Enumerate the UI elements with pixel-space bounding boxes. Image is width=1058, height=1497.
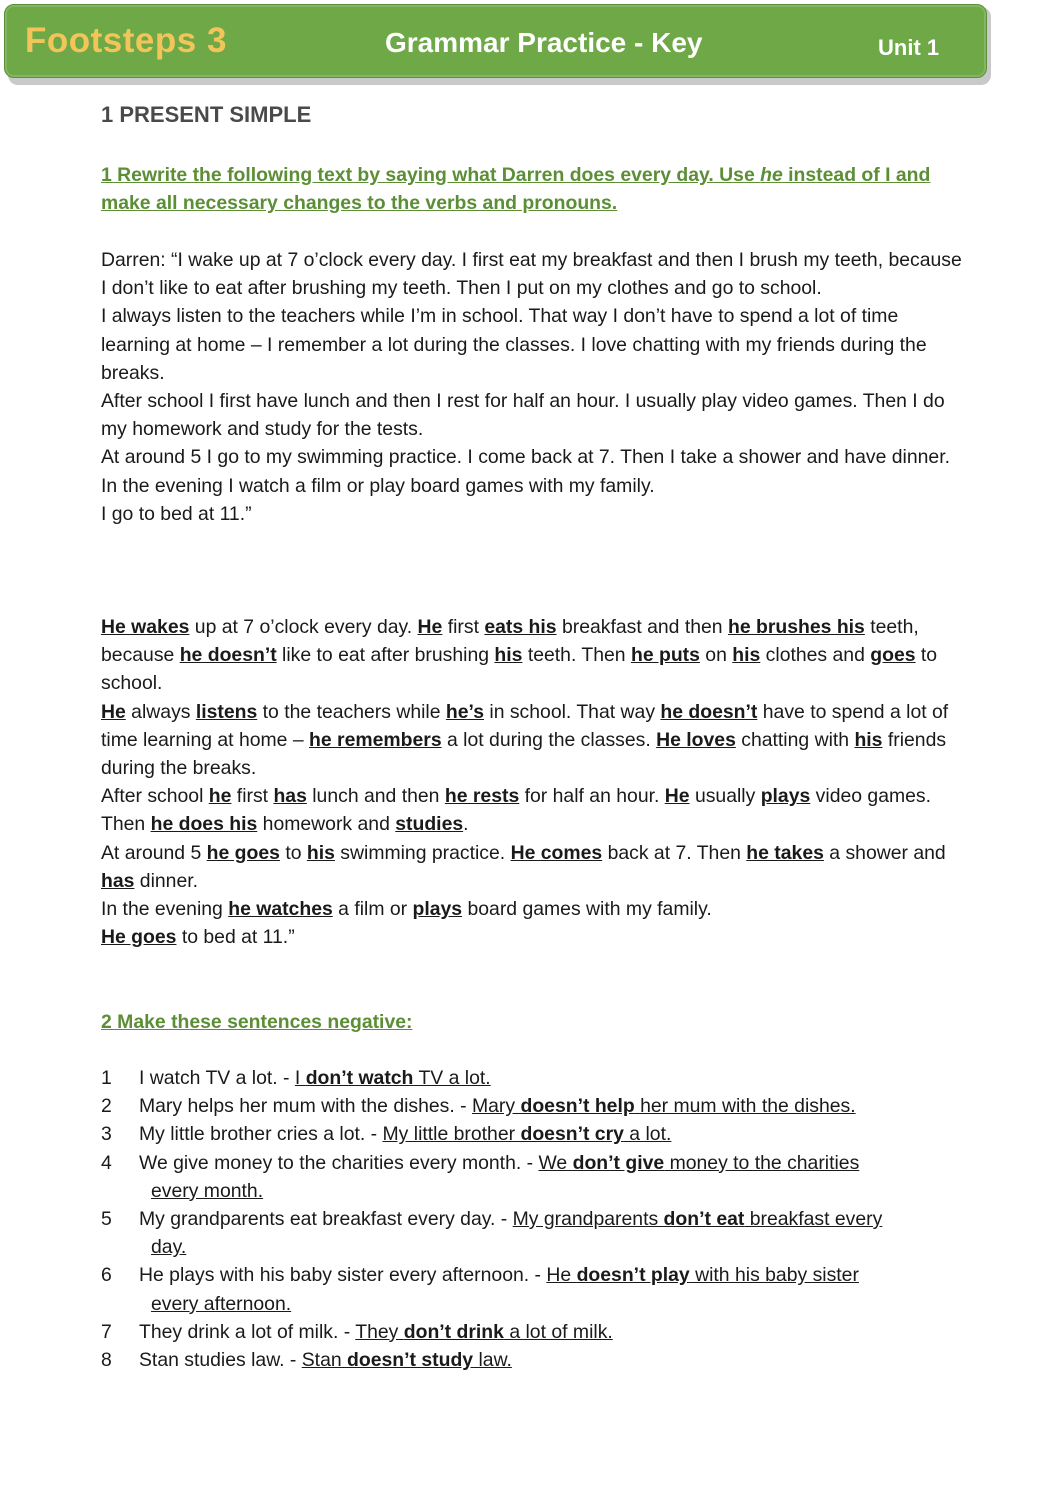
answer-highlight: his <box>732 644 761 667</box>
answer-highlight: he takes <box>746 841 824 864</box>
answer-plain-text: first <box>442 616 485 638</box>
answer-plain-text: have to spend a lot of time learning at home – <box>101 700 949 751</box>
answer-paragraph <box>101 698 971 783</box>
answer-highlight: he remembers <box>309 728 442 751</box>
answer-plain-text: like to eat after brushing <box>276 644 495 667</box>
answer-highlight: his <box>854 728 883 751</box>
answer-plain-text: to school. <box>101 644 938 695</box>
answer-highlight: He <box>101 700 126 723</box>
item-question: My little brother cries a lot. - <box>139 1123 383 1146</box>
list-item <box>101 1149 971 1205</box>
item-question: They drink a lot of milk. - <box>139 1320 356 1343</box>
item-body <box>139 1064 971 1092</box>
answer-plain-text: friends during the breaks. <box>101 728 947 780</box>
answer-highlight: plays <box>412 898 463 921</box>
answer-highlight: eats his <box>484 616 557 638</box>
item-answer-continued: every afternoon. <box>151 1292 292 1315</box>
item-number: 7 <box>101 1320 112 1343</box>
answer-highlight: his <box>494 644 523 667</box>
answer-highlight: he’s <box>445 700 484 723</box>
answer-plain-text: teeth, because <box>101 616 919 667</box>
list-item <box>101 1205 971 1261</box>
item-body <box>139 1346 971 1374</box>
answer-plain-text: first <box>231 785 274 808</box>
answer-plain-text: board games with my family. <box>462 898 712 921</box>
answer-paragraph <box>101 923 971 951</box>
exercise1-instruction <box>101 161 961 217</box>
answer-highlight: he doesn’t <box>660 700 758 723</box>
source-paragraph: I always listen to the teachers while I’m in school. That way I don’t have to spend a lot of time learning at home – I remember a lot during the classes. I love chatting with my friends during the breaks. <box>101 305 927 384</box>
item-question: He plays with his baby sister every afternoon. - <box>139 1264 547 1287</box>
item-question: My grandparents eat breakfast every day. - <box>139 1208 513 1231</box>
answer-highlight: He goes <box>101 926 177 949</box>
item-answer: My little brother doesn’t cry a lot. <box>382 1123 672 1146</box>
item-answer: They don’t drink a lot of milk. <box>355 1320 613 1343</box>
answer-plain-text: . <box>463 813 469 836</box>
section-title: 1 PRESENT SIMPLE <box>101 102 312 127</box>
answer-highlight: he watches <box>228 898 333 921</box>
source-paragraph: In the evening I watch a film or play board games with my family. <box>101 474 655 497</box>
answer-plain-text: In the evening <box>101 898 229 921</box>
answer-plain-text: a film or <box>332 898 413 921</box>
answer-plain-text: in school. That way <box>484 700 661 723</box>
item-body <box>139 1261 971 1317</box>
answer-highlight: he does his <box>150 813 258 836</box>
item-answer: I don’t watch TV a lot. <box>294 1067 491 1089</box>
item-body <box>139 1092 971 1120</box>
item-number: 6 <box>101 1264 112 1287</box>
answer-highlight: studies <box>395 813 464 836</box>
answer-highlight: He loves <box>656 728 736 751</box>
answer-plain-text: homework and <box>257 813 396 836</box>
source-paragraph: I go to bed at 11.” <box>101 502 252 525</box>
answer-highlight: he goes <box>206 841 280 864</box>
item-question: Stan studies law. - <box>139 1349 302 1372</box>
item-answer-continued: day. <box>151 1236 187 1259</box>
answer-plain-text: a shower and <box>823 841 946 864</box>
answer-plain-text: dinner. <box>134 869 199 892</box>
answer-highlight: he <box>208 785 232 808</box>
item-number: 2 <box>101 1095 112 1118</box>
answer-text <box>101 613 971 951</box>
item-number: 4 <box>101 1151 112 1174</box>
answer-highlight: has <box>101 869 135 892</box>
item-question: We give money to the charities every month. - <box>139 1151 539 1174</box>
answer-highlight: He comes <box>510 841 603 864</box>
answer-plain-text: for half an hour. <box>519 785 665 808</box>
item-question: Mary helps her mum with the dishes. - <box>139 1095 472 1118</box>
instruction-part: instead of I and make all necessary changes to the verbs and pronouns. <box>101 164 931 215</box>
item-body <box>139 1318 971 1346</box>
answer-plain-text: swimming practice. <box>334 841 511 864</box>
answer-highlight: has <box>273 785 307 808</box>
answer-highlight: He <box>664 785 690 808</box>
instruction-emphasis: he <box>760 164 783 186</box>
answer-plain-text: always <box>125 700 196 723</box>
header-bar <box>4 4 987 78</box>
item-number: 3 <box>101 1123 112 1146</box>
item-body <box>139 1149 971 1205</box>
list-item <box>101 1318 971 1346</box>
item-answer: Mary doesn’t help her mum with the dishes. <box>472 1095 856 1118</box>
answer-paragraph <box>101 782 971 838</box>
item-body <box>139 1205 971 1261</box>
item-answer: We don’t give money to the charities <box>538 1151 860 1174</box>
negative-sentences-list <box>101 1064 971 1374</box>
answer-plain-text: to bed at 11.” <box>176 926 295 949</box>
answer-plain-text: to <box>279 841 307 864</box>
item-answer-continued: every month. <box>151 1179 264 1202</box>
list-item <box>101 1064 971 1092</box>
answer-paragraph <box>101 613 971 698</box>
answer-highlight: his <box>306 841 335 864</box>
item-answer: Stan doesn’t study law. <box>301 1349 512 1372</box>
answer-plain-text: video games. Then <box>101 785 932 836</box>
instruction-part: 1 Rewrite the following text by saying what Darren does every day. Use <box>101 164 761 186</box>
source-paragraph: Darren: “I wake up at 7 o’clock every day. I first eat my breakfast and then I brush my teeth, because I don’t like to eat after brushing my teeth. Then I put on my clothes and go to school. <box>101 249 962 300</box>
item-number: 5 <box>101 1208 112 1231</box>
answer-highlight: goes <box>870 644 916 667</box>
answer-plain-text: After school <box>101 785 209 808</box>
item-body <box>139 1120 971 1148</box>
source-paragraph: After school I first have lunch and then I rest for half an hour. I usually play video games. Then I do my homework and study for the tests. <box>101 390 945 441</box>
answer-paragraph <box>101 895 971 923</box>
answer-plain-text: teeth. Then <box>522 644 631 667</box>
answer-paragraph <box>101 839 971 895</box>
answer-highlight: he doesn’t <box>179 644 277 667</box>
answer-highlight: he rests <box>444 785 520 808</box>
answer-plain-text: to the teachers while <box>257 700 446 723</box>
answer-plain-text: back at 7. Then <box>602 841 747 864</box>
answer-highlight: He <box>417 616 443 638</box>
item-number: 8 <box>101 1349 112 1372</box>
list-item <box>101 1120 971 1148</box>
answer-plain-text: up at 7 o’clock every day. <box>189 616 418 638</box>
answer-plain-text: breakfast and then <box>556 616 728 638</box>
source-paragraph: At around 5 I go to my swimming practice. I come back at 7. Then I take a shower and have dinner. <box>101 446 950 469</box>
answer-highlight: listens <box>195 700 258 723</box>
list-item <box>101 1346 971 1374</box>
answer-highlight: plays <box>760 785 811 808</box>
item-question: I watch TV a lot. - <box>139 1067 295 1089</box>
answer-plain-text: At around 5 <box>101 841 207 864</box>
answer-plain-text: chatting with <box>735 728 855 751</box>
answer-plain-text: on <box>699 644 733 667</box>
answer-plain-text: a lot during the classes. <box>441 728 657 751</box>
answer-highlight: he brushes his <box>727 616 865 638</box>
answer-highlight: He wakes <box>101 616 190 638</box>
item-number: 1 <box>101 1067 112 1089</box>
answer-plain-text: clothes and <box>760 644 871 667</box>
answer-plain-text: lunch and then <box>306 785 445 808</box>
page-title: Grammar Practice - Key <box>385 27 703 58</box>
answer-plain-text: usually <box>689 785 761 808</box>
item-answer: My grandparents don’t eat breakfast every <box>512 1208 883 1231</box>
unit-label: Unit 1 <box>878 35 940 60</box>
source-text <box>101 246 971 528</box>
brand-title: Footsteps 3 <box>25 21 227 60</box>
list-item <box>101 1261 971 1317</box>
list-item <box>101 1092 971 1120</box>
item-answer: He doesn’t play with his baby sister <box>546 1264 859 1287</box>
exercise2-instruction: 2 Make these sentences negative: <box>101 1011 413 1033</box>
answer-highlight: he puts <box>630 644 700 667</box>
